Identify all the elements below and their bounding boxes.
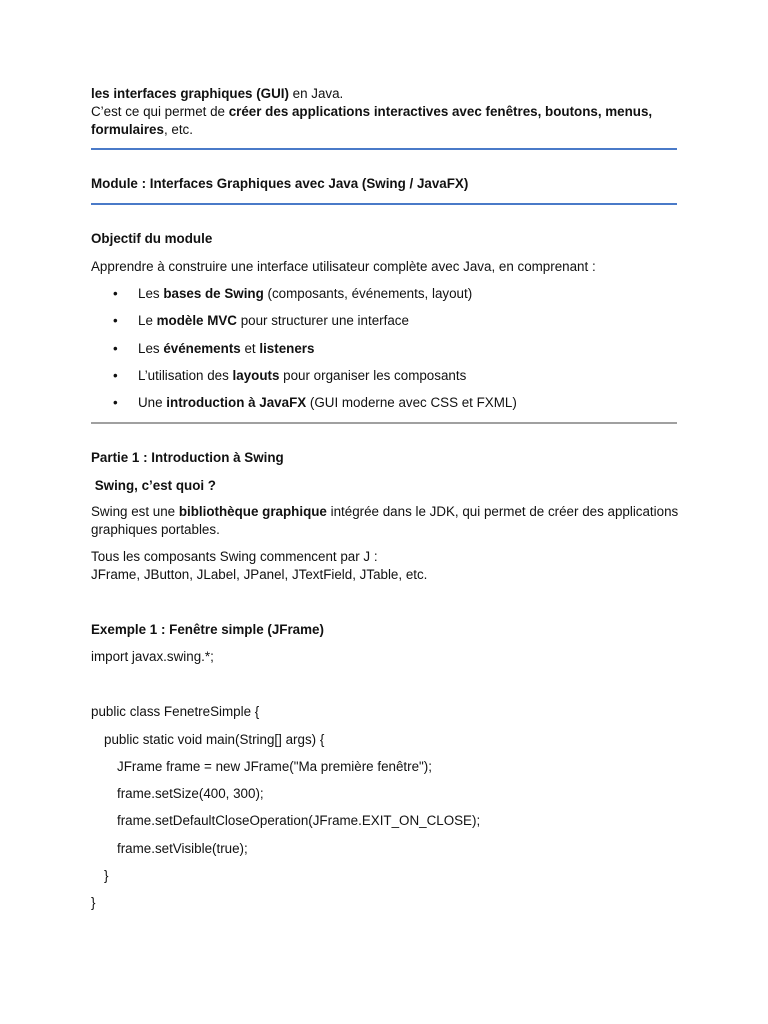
bullet-icon: • — [113, 395, 118, 410]
code-line: JFrame frame = new JFrame("Ma première fenêtre"); — [117, 759, 432, 774]
partie1-heading: Partie 1 : Introduction à Swing — [91, 450, 284, 465]
bullet-icon: • — [113, 286, 118, 301]
list-item: • Les bases de Swing (composants, événements, layout) — [113, 286, 473, 301]
intro-bold-gui: les interfaces graphiques (GUI) — [91, 86, 289, 101]
code-line: frame.setVisible(true); — [117, 841, 248, 856]
bullet-icon: • — [113, 313, 118, 328]
objectif-lead: Apprendre à construire une interface utilisateur complète avec Java, en comprenant : — [91, 259, 596, 274]
exemple1-heading: Exemple 1 : Fenêtre simple (JFrame) — [91, 622, 324, 637]
swing-components-paragraph: Tous les composants Swing commencent par J : JFrame, JButton, JLabel, JPanel, JTextField, JTable, etc. — [91, 549, 428, 582]
code-line: import javax.swing.*; — [91, 649, 214, 664]
list-item: • L’utilisation des layouts pour organiser les composants — [113, 368, 467, 383]
code-line: } — [91, 895, 96, 910]
code-line: public class FenetreSimple { — [91, 704, 260, 719]
list-item: • Les événements et listeners — [113, 341, 315, 356]
code-line: } — [104, 868, 109, 883]
horizontal-rule-blue — [91, 203, 677, 205]
bullet-icon: • — [113, 341, 118, 356]
code-line: frame.setSize(400, 300); — [117, 786, 264, 801]
bullet-icon: • — [113, 368, 118, 383]
horizontal-rule-blue — [91, 148, 677, 150]
module-title: Module : Interfaces Graphiques avec Java (Swing / JavaFX) — [91, 176, 469, 191]
objectif-heading: Objectif du module — [91, 231, 213, 246]
intro-paragraph: les interfaces graphiques (GUI) en Java. C’est ce qui permet de créer des applications interactives avec fenêtres, boutons, menus, formulaires, etc. — [91, 86, 653, 137]
list-item: • Le modèle MVC pour structurer une interface — [113, 313, 409, 328]
list-item: • Une introduction à JavaFX (GUI moderne avec CSS et FXML) — [113, 395, 517, 410]
code-line: public static void main(String[] args) { — [104, 732, 325, 747]
horizontal-rule-grey — [91, 422, 677, 424]
partie1-subheading: Swing, c’est quoi ? — [91, 478, 216, 493]
swing-description: Swing est une bibliothèque graphique intégrée dans le JDK, qui permet de créer des applications graphiques portables. — [91, 504, 679, 537]
code-line: frame.setDefaultCloseOperation(JFrame.EXIT_ON_CLOSE); — [117, 813, 481, 828]
